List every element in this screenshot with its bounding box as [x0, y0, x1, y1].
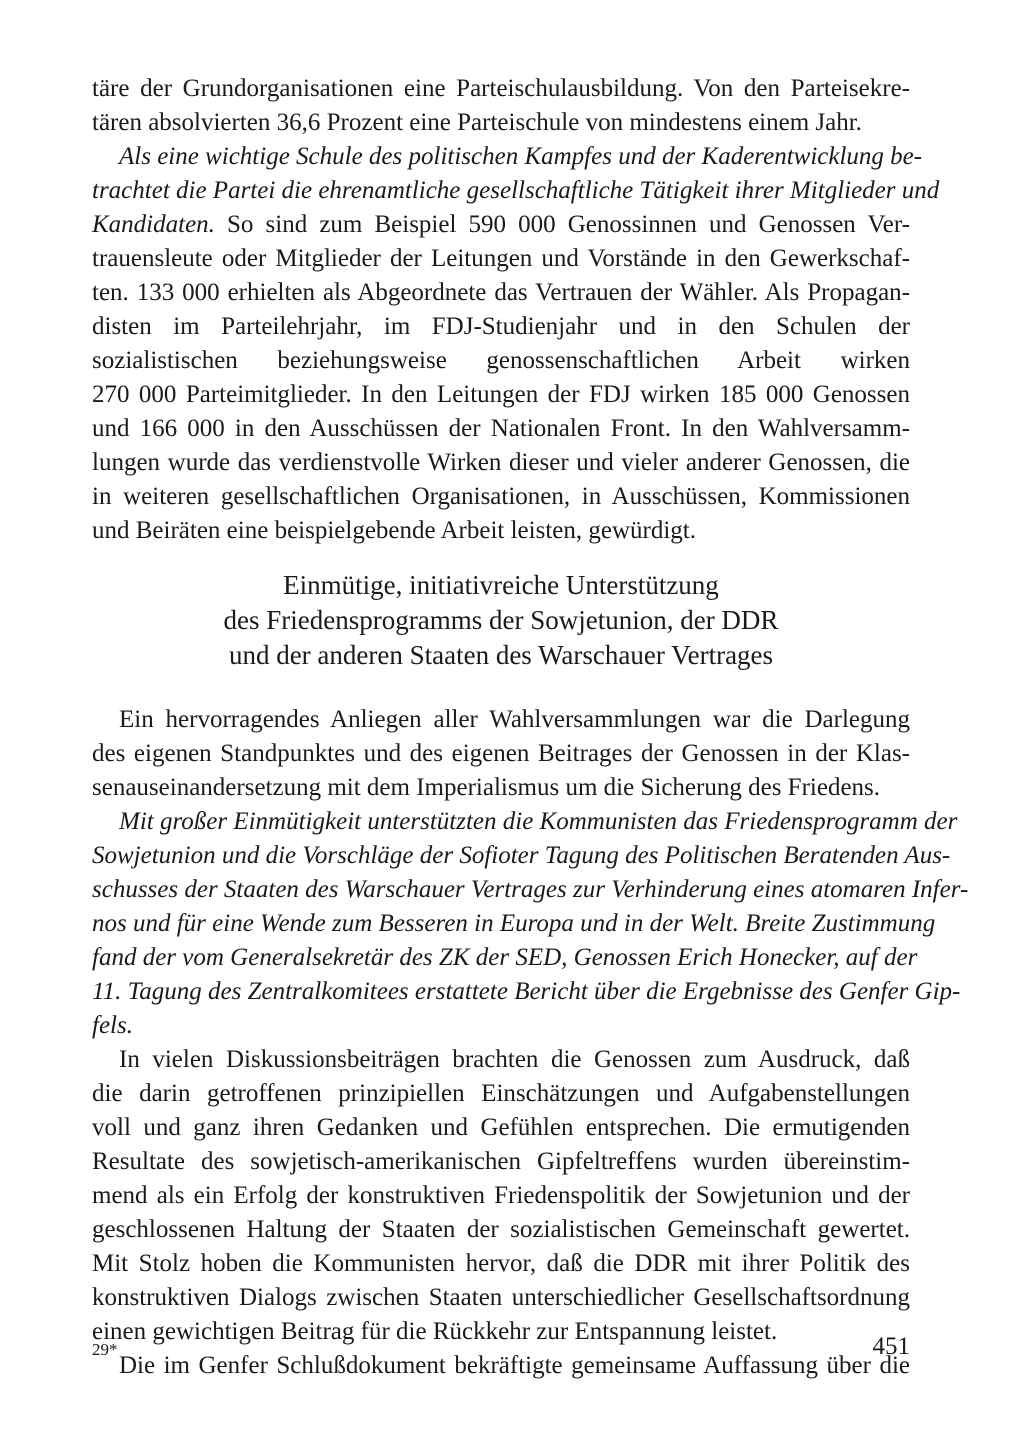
text-line: mend als ein Erfolg der konstruktiven Friedenspolitik der Sowjetunion und der [92, 1182, 910, 1209]
text-line: die darin getroffenen prinzipiellen Einschätzungen und Aufgabenstellungen [92, 1080, 910, 1107]
text-line-italic: trachtet die Partei die ehrenamtliche gesellschaftliche Tätigkeit ihrer Mitglieder und [92, 177, 940, 204]
text-line: tären absolvierten 36,6 Prozent eine Parteischule von mindestens einem Jahr. [92, 109, 862, 136]
signature-mark: 29* [92, 1340, 118, 1359]
text-line-italic: Sowjetunion und die Vorschläge der Sofioter Tagung des Politischen Beratenden Aus- [92, 842, 951, 869]
text-line: 270 000 Parteimitglieder. In den Leitungen der FDJ wirken 185 000 Genossen [92, 381, 910, 408]
text-line-italic: nos und für eine Wende zum Besseren in Europa und in der Welt. Breite Zustimmung [92, 910, 936, 937]
heading-line: Einmütige, initiativreiche Unterstützung [283, 570, 719, 600]
text-line: in weiteren gesellschaftlichen Organisationen, in Ausschüssen, Kommissionen [92, 483, 910, 510]
text-line: Ein hervorragendes Anliegen aller Wahlversammlungen war die Darlegung [119, 706, 910, 733]
text-line: einen gewichtigen Beitrag für die Rückkehr zur Entspannung leistet. [92, 1318, 778, 1345]
section-heading [92, 568, 910, 673]
italic-run: Kandidaten. [92, 211, 215, 238]
text-line-italic: schusses der Staaten des Warschauer Vertrages zur Verhinderung eines atomaren Infer- [92, 876, 969, 903]
text-line: In vielen Diskussionsbeiträgen brachten die Genossen zum Ausdruck, daß [119, 1046, 910, 1073]
page-number: 451 [872, 1333, 910, 1360]
text-line-italic: Mit großer Einmütigkeit unterstützten die Kommunisten das Friedensprogramm der [119, 808, 958, 835]
text-line-italic: Als eine wichtige Schule des politischen Kampfes und der Kaderentwicklung be- [119, 143, 923, 170]
text-line: trauensleute oder Mitglieder der Leitungen und Vorstände in den Gewerkschaf- [92, 245, 910, 272]
heading-line: des Friedensprogramms der Sowjetunion, der DDR [223, 605, 779, 635]
roman-run: So sind zum Beispiel 590 000 Genossinnen und Genossen Ver- [214, 211, 910, 238]
text-line: des eigenen Standpunktes und des eigenen Beitrages der Genossen in der Klas- [92, 740, 910, 767]
text-line: Mit Stolz hoben die Kommunisten hervor, daß die DDR mit ihrer Politik des [92, 1250, 910, 1277]
text-line: sozialistischen beziehungsweise genossenschaftlichen Arbeit wirken [92, 347, 910, 374]
text-line: Die im Genfer Schlußdokument bekräftigte gemeinsame Auffassung über die [119, 1352, 910, 1379]
text-line-italic: fand der vom Generalsekretär des ZK der SED, Genossen Erich Honecker, auf der [92, 944, 918, 971]
text-line: und Beiräten eine beispielgebende Arbeit leisten, gewürdigt. [92, 517, 696, 544]
text-line-mixed [92, 208, 910, 242]
text-line: disten im Parteilehrjahr, im FDJ-Studienjahr und in den Schulen der [92, 313, 910, 340]
paragraph-block-1 [92, 72, 940, 548]
text-line: ten. 133 000 erhielten als Abgeordnete das Vertrauen der Wähler. Als Propagan- [92, 279, 910, 306]
text-line: Resultate des sowjetisch-amerikanischen Gipfeltreffens wurden übereinstim- [92, 1148, 910, 1175]
text-line: lungen wurde das verdienstvolle Wirken dieser und vieler anderer Genossen, die [92, 449, 910, 476]
text-line: senauseinandersetzung mit dem Imperialismus um die Sicherung des Friedens. [92, 774, 881, 801]
text-line-italic: fels. [92, 1012, 133, 1039]
text-line: voll und ganz ihren Gedanken und Gefühlen entsprechen. Die ermutigenden [92, 1114, 910, 1141]
text-line-italic: 11. Tagung des Zentralkomitees erstattete Bericht über die Ergebnisse des Genfer Gip- [92, 978, 961, 1005]
heading-line: und der anderen Staaten des Warschauer Vertrages [228, 640, 774, 670]
text-line: täre der Grundorganisationen eine Parteischulausbildung. Von den Parteisekre- [92, 75, 910, 102]
text-line: geschlossenen Haltung der Staaten der sozialistischen Gemeinschaft gewertet. [92, 1216, 910, 1243]
text-line: und 166 000 in den Ausschüssen der Nationalen Front. In den Wahlversamm- [92, 415, 910, 442]
paragraph-block-2 [92, 703, 969, 1383]
text-line: konstruktiven Dialogs zwischen Staaten unterschiedlicher Gesellschaftsordnung [92, 1284, 910, 1311]
